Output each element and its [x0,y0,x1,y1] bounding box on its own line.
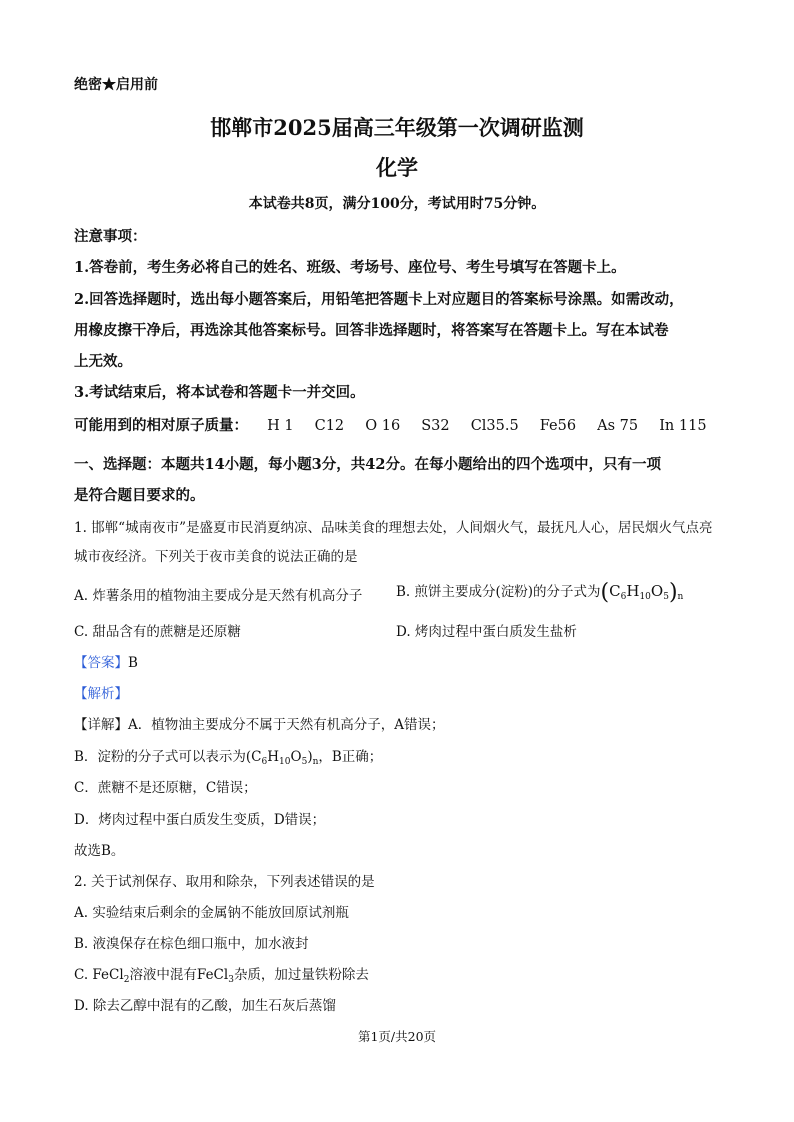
question-1-option-a: A. 炸薯条用的植物油主要成分是天然有机高分子 [74,588,363,604]
atomic-mass-value: O 16 [365,418,401,434]
question-1-stem-cont: 城市夜经济。下列关于夜市美食的说法正确的是 [74,549,358,565]
detail-c: C．蔗糖不是还原糖，C错误； [74,780,257,796]
section-1-heading-cont: 是符合题目要求的。 [74,487,205,504]
atomic-mass-value: Fe56 [539,418,577,434]
atomic-mass-value: In 115 [659,418,707,434]
detail-a: 【详解】A．植物油主要成分不属于天然有机高分子，A错误； [74,717,445,733]
question-2-option-b: B. 液溴保存在棕色细口瓶中，加水液封 [74,936,309,952]
page-footer: 第1页/共20页 [357,1029,437,1044]
answer-line [74,651,138,671]
question-1-option-b [396,580,683,605]
atomic-masses-label: 可能用到的相对原子质量： [74,417,248,434]
analysis-label: 【解析】 [74,686,128,702]
question-2-option-d: D. 除去乙醇中混有的乙酸，加生石灰后蒸馏 [74,998,336,1014]
answer-label: 【答案】 [74,655,128,671]
atomic-mass-value: As 75 [597,418,639,434]
notes-item-2-line-3: 上无效。 [74,353,132,370]
atomic-mass-value: Cl35.5 [470,418,519,434]
atomic-mass-value: C12 [314,418,345,434]
detail-d: D．烤肉过程中蛋白质发生变质，D错误； [74,812,326,828]
option-b-text: B. 煎饼主要成分(淀粉)的分子式为 [396,584,601,600]
notes-item-2-line-1: 2.回答选择题时，选出每小题答案后，用铅笔把答题卡上对应题目的答案标号涂黑。如需改动， [74,291,684,308]
section-1-heading: 一、选择题：本题共14小题，每小题3分，共42分。在每小题给出的四个选项中，只有一项 [74,456,661,473]
exam-title: 邯郸市2025届高三年级第一次调研监测 [210,115,584,140]
conclusion: 故选B。 [74,843,125,859]
notes-item-1: 1.答卷前，考生务必将自己的姓名、班级、考场号、座位号、考生号填写在答题卡上。 [74,259,626,276]
notes-item-2-line-2: 用橡皮擦干净后，再选涂其他答案标号。回答非选择题时，将答案写在答题卡上。写在本试卷 [74,322,669,339]
starch-formula: $(C_6H_{10}O_5)_n$ [600,580,684,605]
atomic-masses [74,414,723,435]
answer-value: B [128,655,138,671]
question-2-stem: 2. 关于试剂保存、取用和除杂，下列表述错误的是 [74,874,375,890]
question-1-option-d: D. 烤肉过程中蛋白质发生盐析 [396,624,577,640]
question-1-option-c: C. 甜品含有的蔗糖是还原糖 [74,624,241,640]
question-2-option-a: A. 实验结束后剩余的金属钠不能放回原试剂瓶 [74,905,349,921]
exam-info: 本试卷共8页，满分100分，考试用时75分钟。 [248,196,546,212]
atomic-mass-value: H 1 [267,418,294,434]
question-2-option-c: C. FeCl$_2$溶液中混有FeCl$_3$杂质，加过量铁粉除去 [74,967,369,985]
detail-b: B．淀粉的分子式可以表示为$(C_6H_{10}O_5)_n$，B正确； [74,749,383,767]
question-1-stem: 1. 邯郸“城南夜市”是盛夏市民消夏纳凉、品味美食的理想去处，人间烟火气，最抚凡人心，居民烟火气点亮 [74,520,713,536]
notes-item-3: 3.考试结束后，将本试卷和答题卡一并交回。 [74,384,365,401]
secret-mark: 绝密★启用前 [74,77,158,93]
subject-title: 化学 [376,155,418,180]
atomic-mass-value: S32 [421,418,450,434]
notes-heading: 注意事项： [74,228,147,245]
